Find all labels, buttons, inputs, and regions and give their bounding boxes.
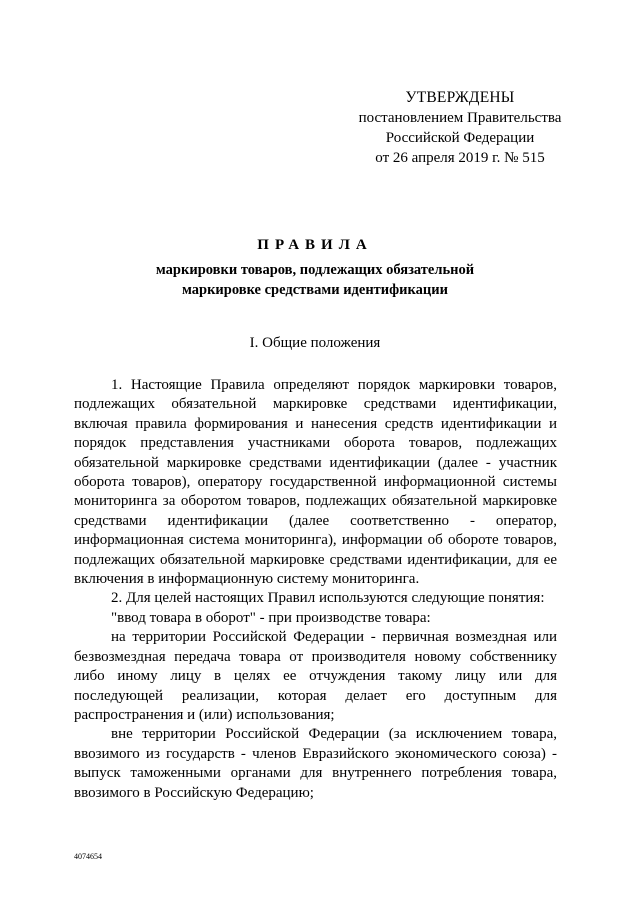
approval-date-number: от 26 апреля 2019 г. № 515 [375,150,545,166]
paragraph-3: "ввод товара в оборот" - при производстве товара: [111,609,431,626]
subtitle-line-2: маркировке средствами идентификации [181,282,448,298]
document-title: ПРАВИЛА [257,237,373,253]
document-number: 4074654 [74,852,102,861]
document-body [74,376,557,803]
document-subtitle [0,260,630,300]
paragraph-1: 1. Настоящие Правила определяют порядок маркировки товаров, подлежащих обязательной маркировке средствами идентификации, включая правила формирования и нанесения средств идентификации и порядок представления участниками оборота товаров, подлежащих обязательной маркировке средствами идентификации (далее - участник оборота товаров), оператору государственной информационной системы мониторинга за оборотом товаров, подлежащих обязательной маркировке средствами идентификации (далее соответственно - оператор, информационная система мониторинга), информации об обороте товаров, подлежащих обязательной маркировке средствами идентификации, для ее включения в информационную систему мониторинга. [74,377,557,588]
paragraph-4: на территории Российской Федерации - первичная возмездная или безвозмездная передача товара от производителя новому собственнику либо иному лицу в целях ее отчуждения такому лицу или для последующей реализации, которая делает его доступным для распространения и (или) использования; [74,629,557,723]
approval-government: Российской Федерации [385,130,535,146]
approval-heading: УТВЕРЖДЕНЫ [405,89,515,106]
approval-stamp [330,88,590,168]
paragraph-2: 2. Для целей настоящих Правил используются следующие понятия: [111,590,545,607]
subtitle-line-1: маркировки товаров, подлежащих обязательной [155,262,475,278]
paragraph-5: вне территории Российской Федерации (за исключением товара, ввозимого из государств - членов Евразийского экономического союза) - выпуск таможенными органами для внутреннего потребления товара, ввозимого в Российскую Федерацию; [74,726,557,801]
section-heading: I. Общие положения [249,335,381,351]
approval-decree: постановлением Правительства [358,110,562,126]
